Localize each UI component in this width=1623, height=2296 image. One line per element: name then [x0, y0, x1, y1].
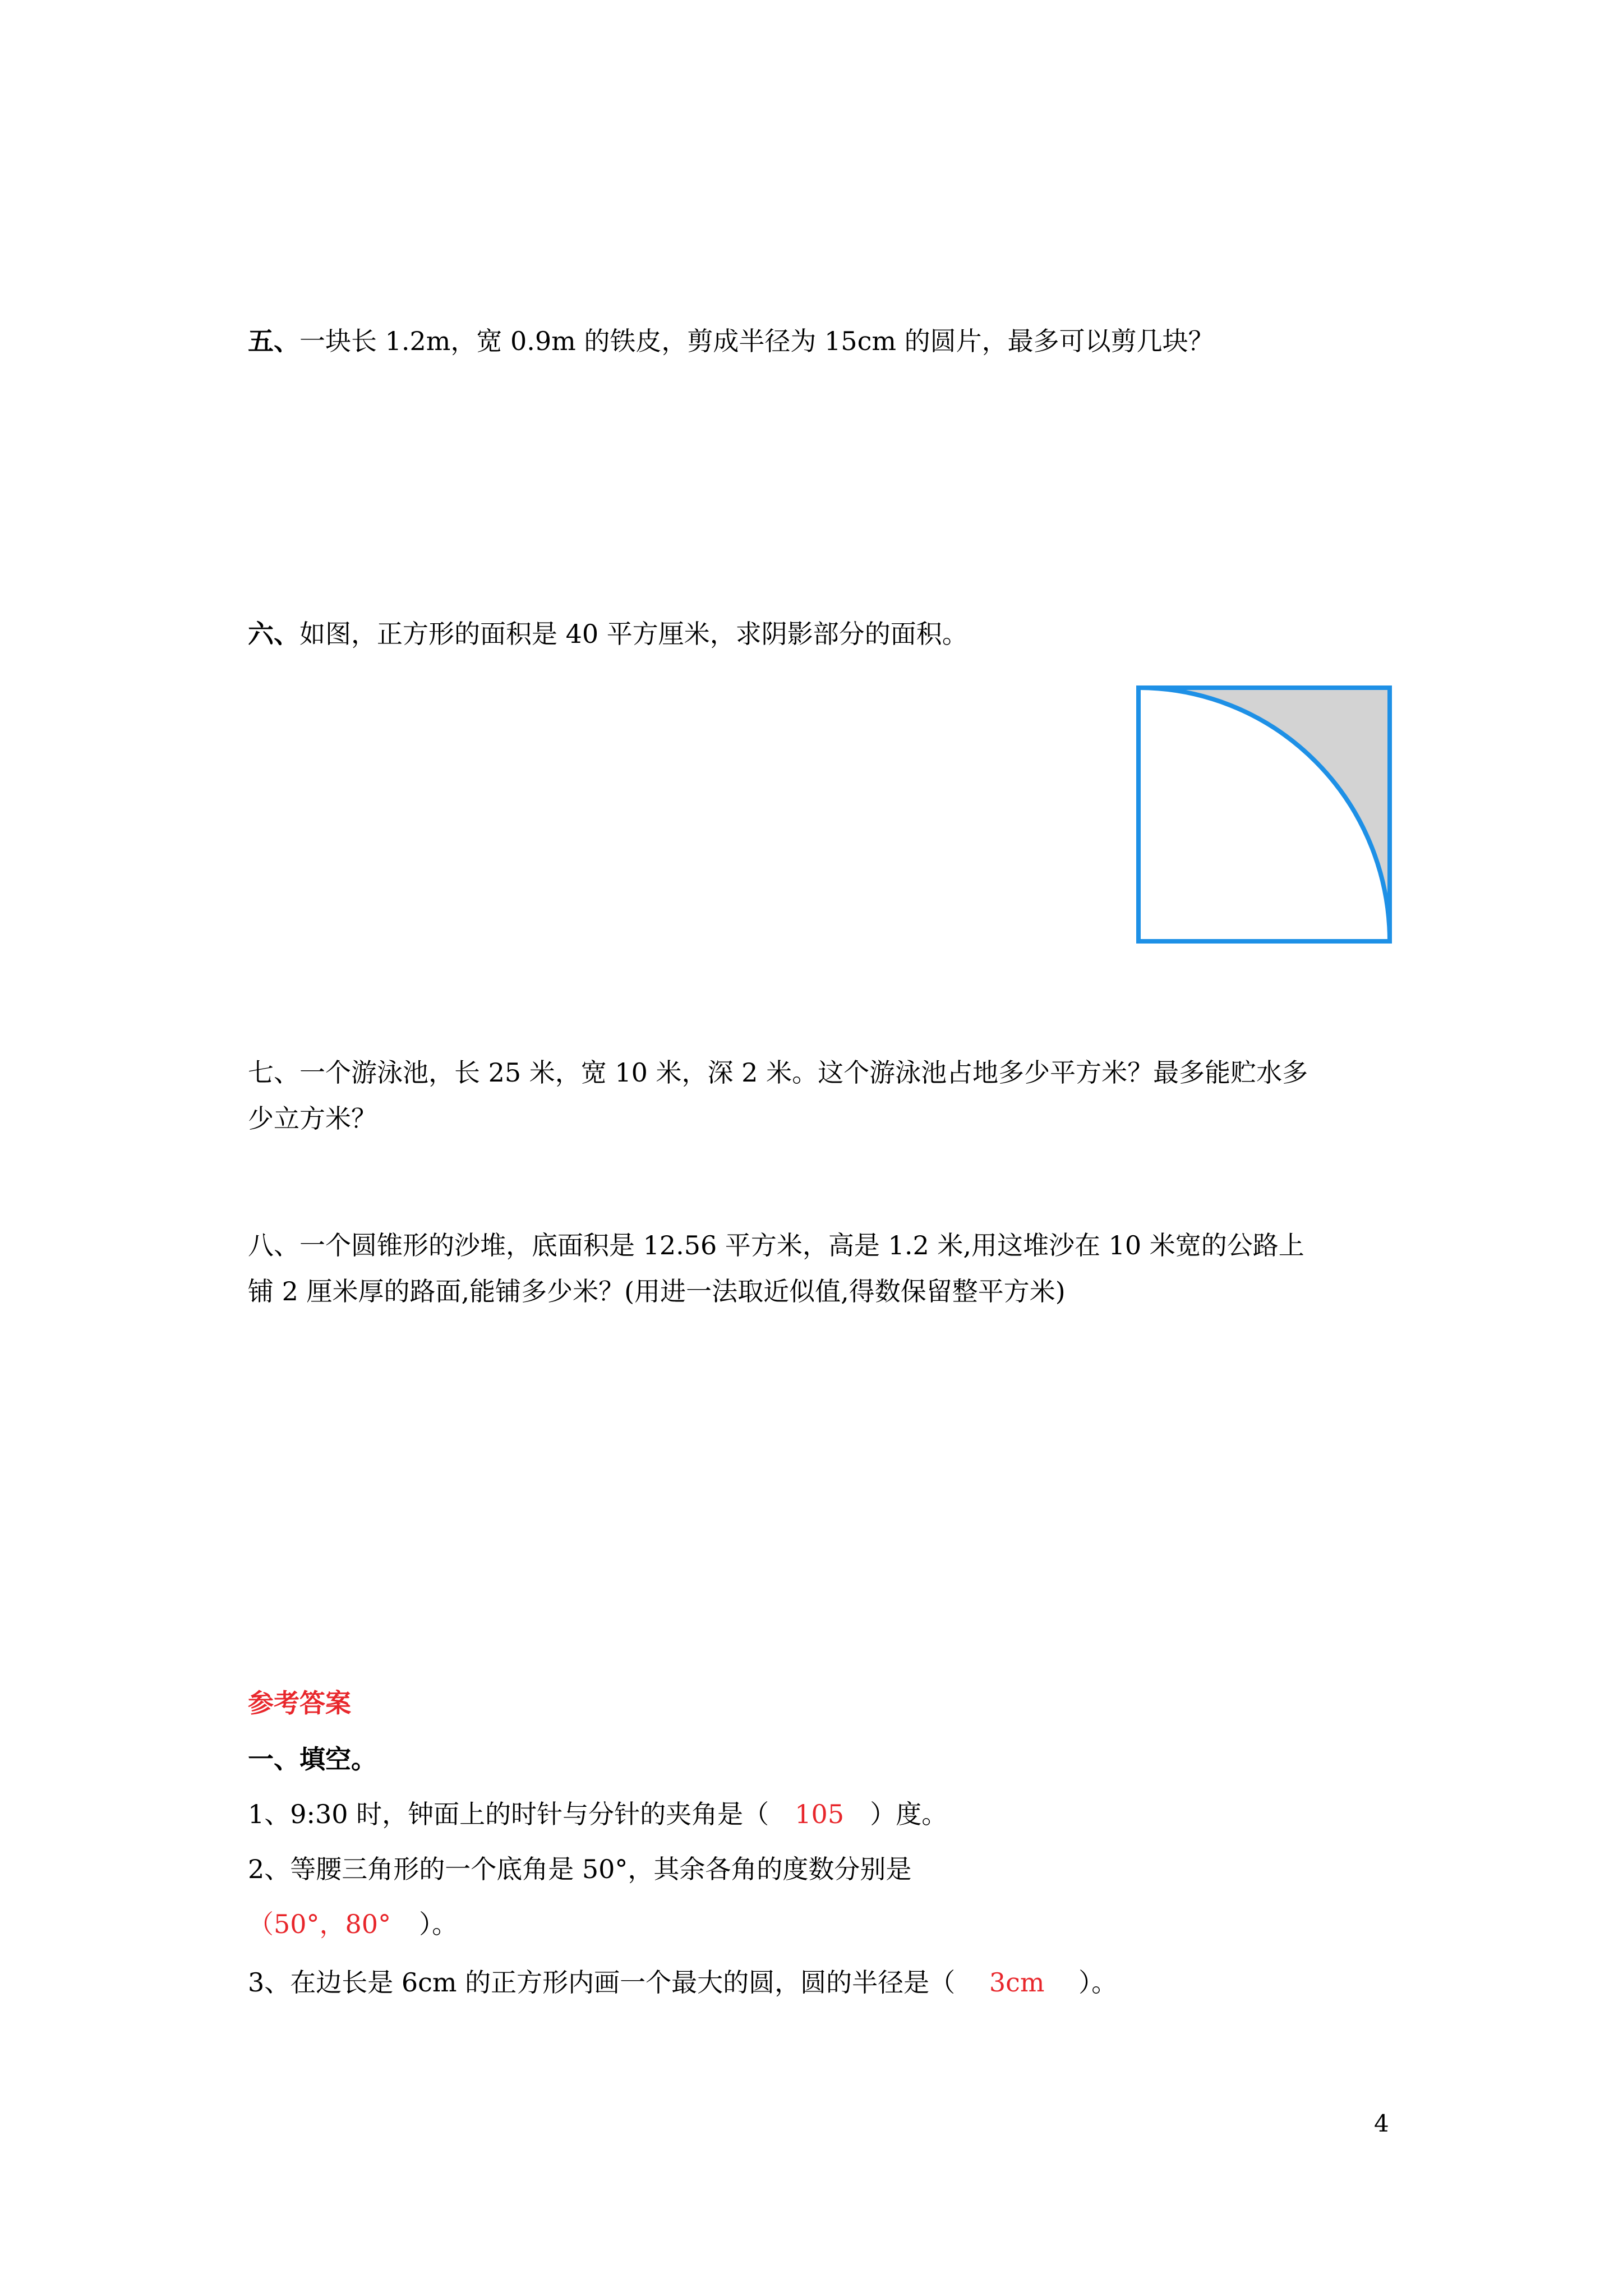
question-7-line-1: 七、一个游泳池，长 25 米，宽 10 米，深 2 米。这个游泳池占地多少平方米？最多能贮水多: [248, 1057, 1308, 1088]
shaded-region: [1138, 688, 1390, 941]
answer-2-close-paren: ）。: [419, 1909, 458, 1939]
square-quarter-circle-figure: [1135, 684, 1393, 945]
question-6: [248, 617, 968, 651]
answer-1: [248, 1797, 947, 1831]
answer-2-line-2: [248, 1907, 458, 1941]
answer-1-after: ）度。: [870, 1799, 948, 1829]
question-7-line-2: 少立方米？: [248, 1103, 377, 1134]
answer-2-open-paren: （: [248, 1909, 274, 1939]
answer-section-1-heading: 一、填空。: [248, 1744, 377, 1774]
page-number: 4: [1374, 2110, 1389, 2137]
question-5: [248, 324, 1214, 358]
answer-2-line-1: 2、等腰三角形的一个底角是 50°，其余各角的度数分别是: [248, 1854, 912, 1884]
question-8-line-1: 八、一个圆锥形的沙堆，底面积是 12.56 平方米，高是 1.2 米,用这堆沙在 10 米宽的公路上: [248, 1230, 1304, 1260]
answer-3-after: ）。: [1078, 1967, 1118, 1998]
question-5-text: 一块长 1.2m，宽 0.9m 的铁皮，剪成半径为 15cm 的圆片，最多可以剪几块？: [299, 326, 1214, 356]
answer-key-title: 参考答案: [248, 1688, 351, 1718]
answer-1-before: 1、9:30 时，钟面上的时针与分针的夹角是（: [248, 1799, 769, 1829]
question-8-line-2: 铺 2 厘米厚的路面,能铺多少米？(用进一法取近似值,得数保留整平方米): [248, 1276, 1066, 1306]
question-6-text: 如图，正方形的面积是 40 平方厘米，求阴影部分的面积。: [299, 619, 968, 649]
answer-1-value: 105: [795, 1799, 845, 1829]
question-6-number: 六、: [248, 619, 299, 649]
answer-3-value: 3cm: [989, 1967, 1045, 1998]
question-5-number: 五、: [248, 326, 299, 356]
answer-3: [248, 1966, 1117, 1999]
answer-2-value: 50°，80°: [274, 1909, 391, 1939]
answer-3-before: 3、在边长是 6cm 的正方形内画一个最大的圆，圆的半径是（: [248, 1967, 956, 1998]
